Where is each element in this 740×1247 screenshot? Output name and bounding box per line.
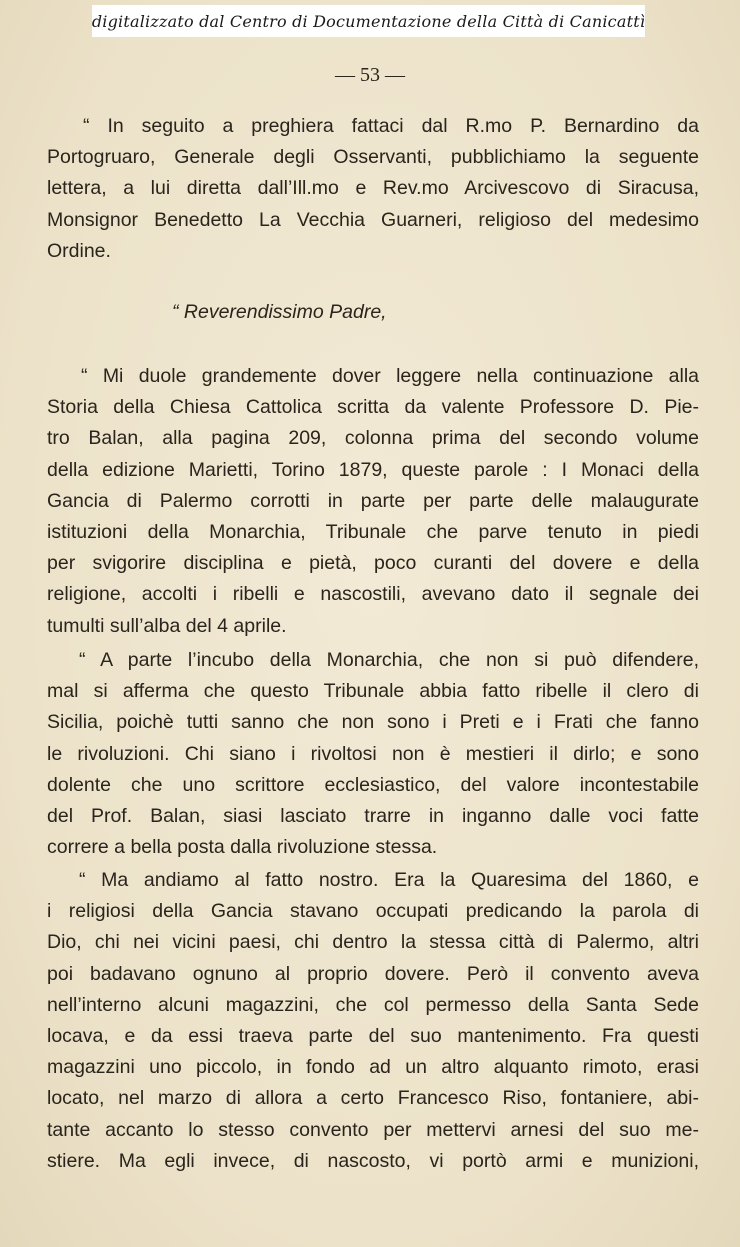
text-line: dolente che uno scrittore ecclesiastico, del valore incontestabile [47,773,699,796]
text-line: “ Mi duole grandemente dover leggere nella continuazione alla [81,365,699,387]
text-line: “ Ma andiamo al fatto nostro. Era la Quaresima del 1860, e [79,869,699,891]
text-line: i religiosi della Gancia stavano occupati predicando la parola di [47,900,699,923]
paragraph-letter-3 [47,865,699,1177]
text-line: locato, nel marzo di allora a certo Francesco Riso, fontaniere, abi- [47,1087,699,1110]
text-line: tante accanto lo stesso convento per mettervi arnesi del suo me- [47,1118,699,1141]
text-line: Portogruaro, Generale degli Osservanti, pubblichiamo la seguente [47,146,699,169]
text-line: Storia della Chiesa Cattolica scritta da valente Professore D. Pie- [47,396,699,419]
text-line: mal si afferma che questo Tribunale abbia fatto ribelle il clero di [47,680,699,703]
text-line: Dio, chi nei vicini paesi, chi dentro la stessa città di Palermo, altri [47,931,699,954]
text-line: “ In seguito a preghiera fattaci dal R.mo P. Bernardino da [83,115,699,137]
text-line: per svigorire disciplina e pietà, poco curanti del dovere e della [47,552,699,575]
paragraph-letter-1 [47,361,699,642]
page-number: — 53 — [335,64,405,86]
text-line: “ A parte l’incubo della Monarchia, che non si può difendere, [79,649,699,671]
digitization-watermark: digitalizzato dal Centro di Documentazione della Città di Canicattì [92,5,645,37]
text-line: poi badavano ognuno al proprio dovere. Però il convento aveva [47,962,699,985]
text-line: stiere. Ma egli invece, di nascosto, vi portò armi e munizioni, [47,1149,699,1172]
text-line: le rivoluzioni. Chi siano i rivoltosi non è mestieri il dirlo; e sono [47,742,699,765]
text-line: Ordine. [47,239,111,262]
text-line: Monsignor Benedetto La Vecchia Guarneri, religioso del medesimo [47,208,699,231]
text-line: della edizione Marietti, Torino 1879, queste parole : I Monaci della [47,458,699,481]
text-line: del Prof. Balan, siasi lasciato trarre in inganno dalle voci fatte [47,804,699,827]
text-line: religione, accolti i ribelli e nascostili, avevano dato il segnale dei [47,583,699,606]
text-line: Sicilia, poichè tutti sanno che non sono i Preti e i Frati che fanno [47,711,699,734]
text-line: correre a bella posta dalla rivoluzione stessa. [47,836,438,859]
text-line: tumulti sull’alba del 4 aprile. [47,614,287,637]
text-line: nell’interno alcuni magazzini, che col permesso della Santa Sede [47,993,699,1016]
letter-salutation: “ Reverendissimo Padre, [172,301,387,323]
text-line: lettera, a lui diretta dall’Ill.mo e Rev.mo Arcivescovo di Siracusa, [47,177,699,200]
text-line: Gancia di Palermo corrotti in parte per parte delle malaugurate [47,489,699,512]
text-line: tro Balan, alla pagina 209, colonna prima del secondo volume [47,427,699,450]
paragraph-introduction [47,111,699,267]
text-line: magazzini uno piccolo, in fondo ad un altro alquanto rimoto, erasi [47,1056,699,1079]
paragraph-letter-2 [47,645,699,863]
text-line: locava, e da essi traeva parte del suo mantenimento. Fra questi [47,1024,699,1047]
text-line: istituzioni della Monarchia, Tribunale che parve tenuto in piedi [47,520,699,543]
